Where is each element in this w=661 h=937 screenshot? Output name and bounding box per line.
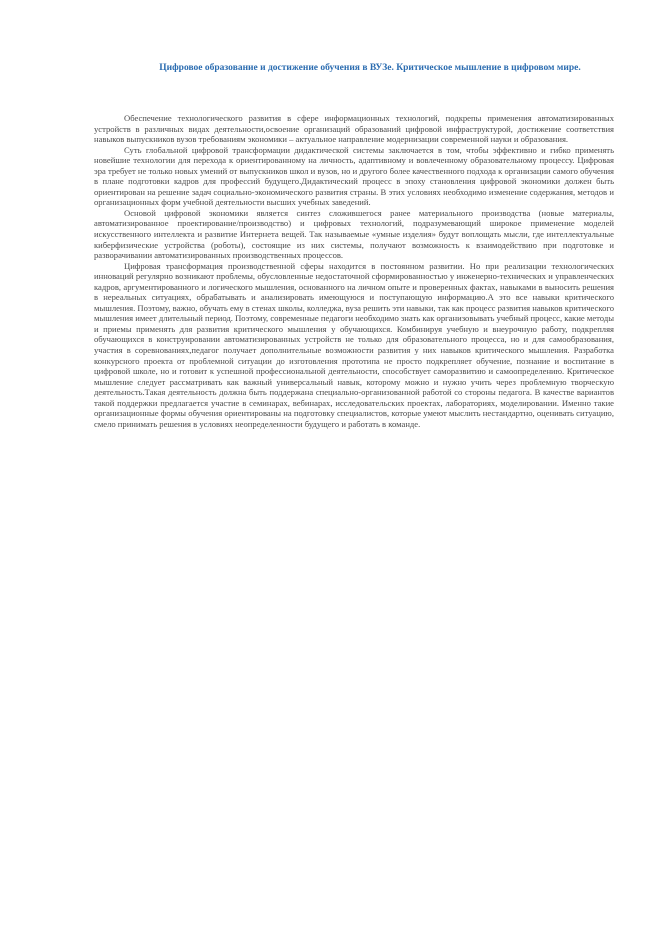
paragraph: Обеспечение технологического развития в сфере информационных технологий, подкрепы применения автоматизированных устройств в различных видах деятельности,освоение организаций образований цифровой инфраструктурой, достижение соответствия навыков выпускников вузов требованиям экономики – актуальное направление модернизации современной науки и образования. — [94, 113, 614, 145]
paragraph: Основой цифровой экономики является синтез сложившегося ранее материального производства (новые материалы, автоматизированное проектирование/производство) и цифровых технологий, подразумевающий широкое применение моделей искусственного интеллекта и развитие Интернета вещей. Так называемые «умные изделия» будут воплощать мысли, где интеллектуальные киберфизические устройства (роботы), состоящие из них системы, получают возможность к взаимодействию при подготовке и разворачивании автоматизированных производственных процессов. — [94, 207, 614, 261]
document-body — [94, 113, 614, 429]
paragraph: Цифровая трансформация производственной сферы находится в постоянном развитии. Но при реализации технологических инноваций регулярно возникают проблемы, обусловленные недостаточной сформированностью у инженерно-технических и управленческих кадров, аргументированного и логического мышления, основанного на личном опыте и проверенных фактах, навыками в выносить решения в нереальных ситуациях, обрабатывать и анализировать имеющуюся и поступающую информацию.А это все навыки критического мышления. Поэтому, важно, обучать ему в стенах школы, колледжа, вуза решить эти навыки, так как процесс развития навыков критического мышления имеет длительный период. Поэтому, современные педагоги необходимо знать как организовывать учебный процесс, какие методы и приемы применять для развития критического мышления у обучающихся. Комбинируя учебную и внеурочную работу, подкрепляя обучающихся в конструировании автоматизированных устройств не только для образовательного процесса, но и для самообразования, участия в соревнованиях,педагог получает дополнительные возможности развития у них навыков критического мышления. Разработка конкурсного проекта от проблемной ситуации до изготовления прототипа не просто подкрепляет обучение, познание и воспитание в цифровой школе, но и готовит к успешной профессиональной деятельности, способствует саморазвитию и самоопределению. Критическое мышление следует рассматривать как важный универсальный навык, которому можно и нужно учить через проблемную творческую деятельность.Такая деятельность должна быть поддержана специально-организованной работой со стороны педагога. В качестве вариантов такой поддержки предлагается участие в семинарах, вебинарах, исследовательских проектах, лабораториях, моделировании. Именно такие организационные формы обучения ориентированы на подготовку специалистов, которые умеют мыслить нестандартно, оценивать ситуацию, смело принимать решения в условиях неопределенности будущего и работать в команде. — [94, 260, 614, 429]
paragraph: Суть глобальной цифровой трансформации дидактической системы заключается в том, чтобы эффективно и гибко применять новейшие технологии для перехода к ориентированному на личность, адаптивному и вовлеченному образовательному процессу. Цифровая эра требует не только новых умений от выпускников школ и вузов, но и другого более качественного подхода к организации самого обучения в плане подготовки кадров для профессий будущего.Дидактический процесс в эпоху становления цифровой экономики должен быть ориентирован на решение задач социально-экономического развития страны. В этих условиях необходимо изменение содержания, методов и организационных форм учебной деятельности высших учебных заведений. — [94, 144, 614, 208]
document-title: Цифровое образование и достижение обучения в ВУЗе. Критическое мышление в цифровом мире. — [159, 63, 581, 73]
